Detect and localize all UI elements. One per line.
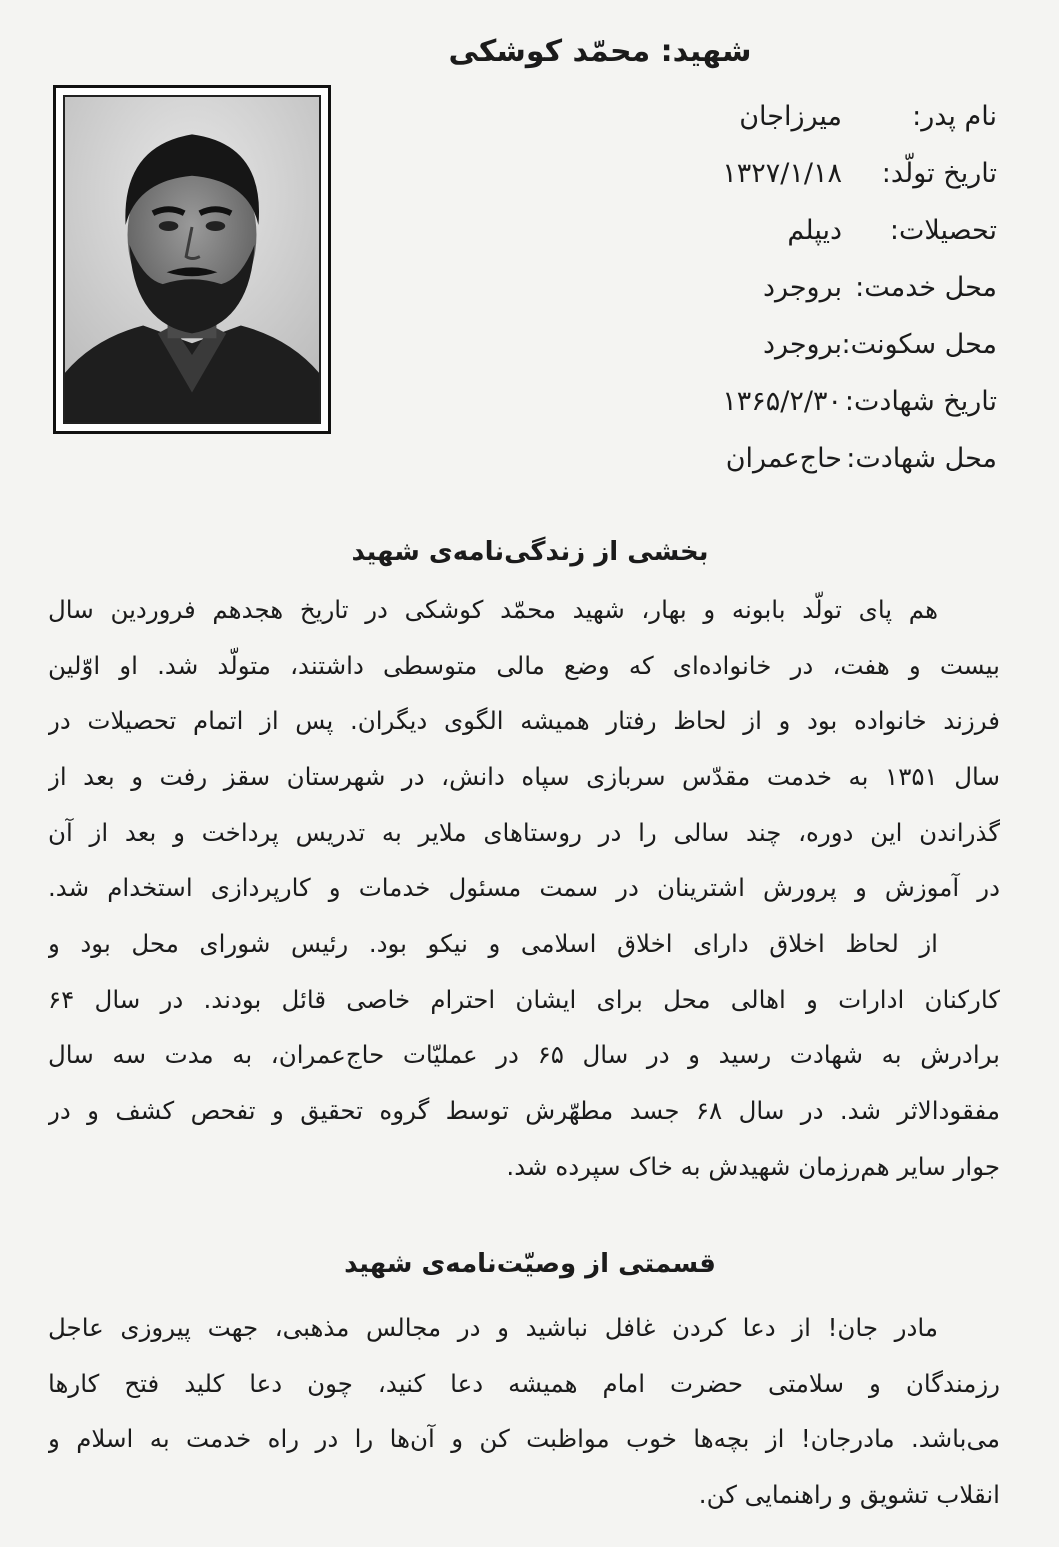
text-line: برادرش به شهادت رسید و در سال ۶۵ در عملیّات حاج‌عمران، به مدت سه سال [48, 1040, 1000, 1070]
text-line: رزمندگان و سلامتی حضرت امام همیشه دعا کنید، چون دعا کلید فتح کارها [48, 1368, 1000, 1398]
text-line: مادر جان! از دعا کردن غافل نباشید و در مجالس مذهبی، جهت پیروزی عاجل [48, 1313, 938, 1342]
text-line: سال ۱۳۵۱ به خدمت مقدّس سربازی سپاه دانش، در شهرستان سقز رفت و بعد از [48, 762, 1000, 792]
detail-label: نام پدر: [912, 101, 997, 132]
portrait-photo-frame [53, 85, 331, 434]
detail-value: دیپلم [787, 215, 842, 246]
detail-row-service-place [637, 259, 997, 316]
detail-row-residence [637, 316, 997, 373]
detail-row-education [637, 202, 997, 259]
detail-row-martyrdom-place [637, 430, 997, 487]
portrait-photo [63, 95, 321, 424]
martyr-details [637, 88, 997, 487]
text-line: هم پای تولّد بابونه و بهار، شهید محمّد کوشکی در تاریخ هجدهم فروردین سال [48, 595, 938, 624]
text-line: جوار سایر هم‌رزمان شهیدش به خاک سپرده شد. [506, 1151, 1000, 1181]
detail-value: میرزاجان [739, 101, 842, 132]
detail-row-father-name [637, 88, 997, 145]
detail-value: حاج‌عمران [725, 443, 842, 474]
biography-paragraph-1 [48, 582, 1000, 916]
detail-label: محل خدمت: [855, 272, 997, 303]
text-line: گذراندن این دوره، چند سالی را در روستاهای ملایر به تدریس پرداخت و بعد از آن [48, 817, 1000, 847]
detail-label: محل سکونت: [841, 329, 997, 360]
detail-label: محل شهادت: [846, 443, 997, 474]
detail-row-birth-date [637, 145, 997, 202]
text-line: انقلاب تشویق و راهنمایی کن. [698, 1480, 1000, 1510]
biography-heading: بخشی از زندگی‌نامه‌ی شهید [351, 537, 709, 567]
detail-value: بروجرد [762, 272, 842, 303]
will-heading: قسمتی از وصیّت‌نامه‌ی شهید [344, 1249, 716, 1279]
detail-label: تحصیلات: [889, 215, 997, 246]
detail-row-martyrdom-date [637, 373, 997, 430]
portrait-photo-icon [65, 97, 319, 422]
biography-paragraph-2 [48, 916, 1000, 1194]
text-line: مفقودالاثر شد. در سال ۶۸ جسد مطهّرش توسط گروه تحقیق و تفحص کشف و در [48, 1096, 1000, 1126]
text-line: بیست و هفت، در خانواده‌ای که وضع مالی متوسطی داشتند، متولّد شد. او اوّلین [48, 650, 1000, 680]
detail-value: ۱۳۲۷/۱/۱۸ [722, 158, 842, 189]
text-line: فرزند خانواده بود و از لحاظ رفتار همیشه الگوی دیگران. پس از اتمام تحصیلات در [48, 706, 1000, 736]
text-line: در آموزش و پرورش اشترینان در سمت مسئول خدمات و کارپردازی استخدام شد. [48, 873, 1000, 903]
detail-label: تاریخ شهادت: [844, 386, 997, 417]
text-line: کارکنان ادارات و اهالی محل برای ایشان احترام خاصی قائل بودند. در سال ۶۴ [48, 984, 1000, 1014]
text-line: از لحاظ اخلاق دارای اخلاق اسلامی و نیکو بود. رئیس شورای محل بود و [48, 929, 938, 958]
detail-value: ۱۳۶۵/۲/۳۰ [722, 386, 842, 417]
will-paragraph-1 [48, 1300, 1000, 1523]
detail-label: تاریخ تولّد: [881, 158, 997, 189]
detail-value: بروجرد [762, 329, 842, 360]
page-title: شهید: محمّد کوشکی [448, 34, 752, 69]
text-line: می‌باشد. مادرجان! از بچه‌ها خوب مواظبت کن و آن‌ها را در راه خدمت به اسلام و [48, 1424, 1000, 1454]
